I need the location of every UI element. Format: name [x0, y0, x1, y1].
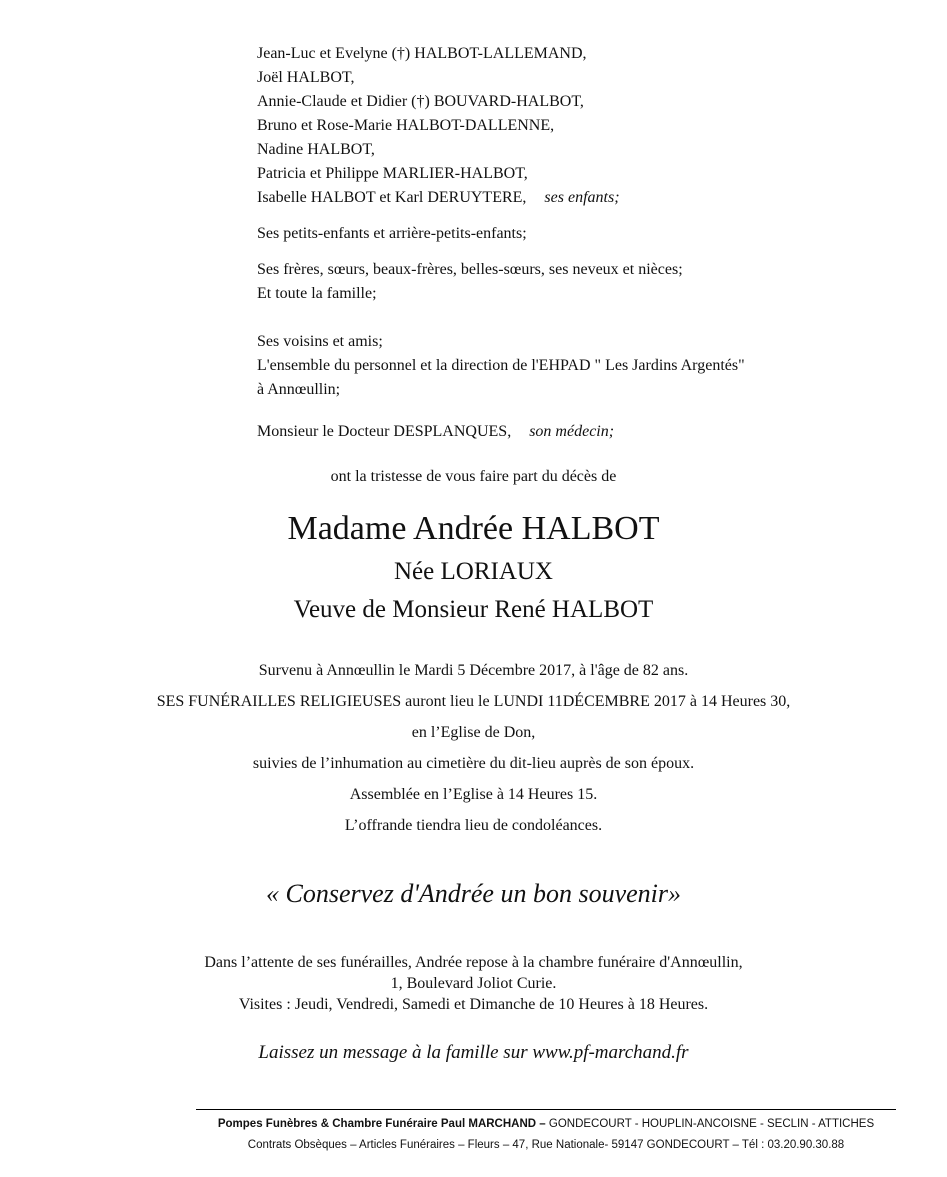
deceased-maiden-name: Née LORIAUX — [394, 558, 553, 585]
detail-line: Survenu à Annœullin le Mardi 5 Décembre 2017, à l'âge de 82 ans. — [258, 662, 689, 679]
announcement-text: ont la tristesse de vous faire part du décès de — [330, 468, 617, 485]
footer-divider — [196, 1109, 896, 1110]
doctor-name: Monsieur le Docteur DESPLANQUES, — [257, 423, 512, 440]
online-message-text: Laissez un message à la famille sur www.pf-marchand.fr — [258, 1042, 689, 1063]
whole-family-line: Et toute la famille; — [257, 285, 377, 302]
visit-address: 1, Boulevard Joliot Curie. — [390, 975, 557, 992]
deceased-widow-of: Veuve de Monsieur René HALBOT — [293, 596, 654, 623]
doctor-line — [257, 422, 614, 442]
doctor-role: son médecin; — [529, 423, 615, 440]
visit-hours: Visites : Jeudi, Vendredi, Samedi et Dimanche de 10 Heures à 18 Heures. — [238, 996, 709, 1013]
family-member: Joël HALBOT, — [257, 69, 355, 86]
children-role: ses enfants; — [544, 189, 620, 206]
family-member: Isabelle HALBOT et Karl DERUYTERE, — [257, 189, 527, 206]
visit-line: Dans l’attente de ses funérailles, Andrée repose à la chambre funéraire d'Annœullin, — [204, 954, 743, 971]
ehpad-line: L'ensemble du personnel et la direction de l'EHPAD " Les Jardins Argentés" — [257, 357, 745, 374]
family-member: Jean-Luc et Evelyne (†) HALBOT-LALLEMAND, — [257, 45, 587, 62]
family-member: Bruno et Rose-Marie HALBOT-DALLENNE, — [257, 117, 555, 134]
deceased-name: Madame Andrée HALBOT — [287, 510, 660, 547]
family-member: Annie-Claude et Didier (†) BOUVARD-HALBOT, — [257, 93, 584, 110]
family-member-last — [257, 188, 620, 208]
siblings-line: Ses frères, sœurs, beaux-frères, belles-sœurs, ses neveux et nièces; — [257, 261, 683, 278]
footer-contact-line: Contrats Obsèques – Articles Funéraires – Fleurs – 47, Rue Nationale- 59147 GONDECOURT – Tél : 03.20.90.30.88 — [247, 1139, 845, 1151]
detail-line: L’offrande tiendra lieu de condoléances. — [344, 817, 603, 834]
ehpad-town-line: à Annœullin; — [257, 381, 341, 398]
footer-company: Pompes Funèbres & Chambre Funéraire Paul MARCHAND – — [217, 1118, 546, 1130]
footer-company-line — [196, 1116, 896, 1132]
detail-line: Assemblée en l’Eglise à 14 Heures 15. — [349, 786, 598, 803]
detail-line: SES FUNÉRAILLES RELIGIEUSES auront lieu le LUNDI 11DÉCEMBRE 2017 à 14 Heures 30, — [156, 693, 791, 710]
footer-locations: GONDECOURT - HOUPLIN-ANCOISNE - SECLIN - ATTICHES — [545, 1118, 875, 1130]
memorial-quote: « Conservez d'Andrée un bon souvenir» — [266, 879, 681, 908]
neighbours-line: Ses voisins et amis; — [257, 333, 383, 350]
detail-line: suivies de l’inhumation au cimetière du dit-lieu auprès de son époux. — [252, 755, 695, 772]
grandchildren-line: Ses petits-enfants et arrière-petits-enfants; — [257, 225, 527, 242]
detail-line: en l’Eglise de Don, — [411, 724, 536, 741]
family-member: Nadine HALBOT, — [257, 141, 375, 158]
family-member: Patricia et Philippe MARLIER-HALBOT, — [257, 165, 528, 182]
